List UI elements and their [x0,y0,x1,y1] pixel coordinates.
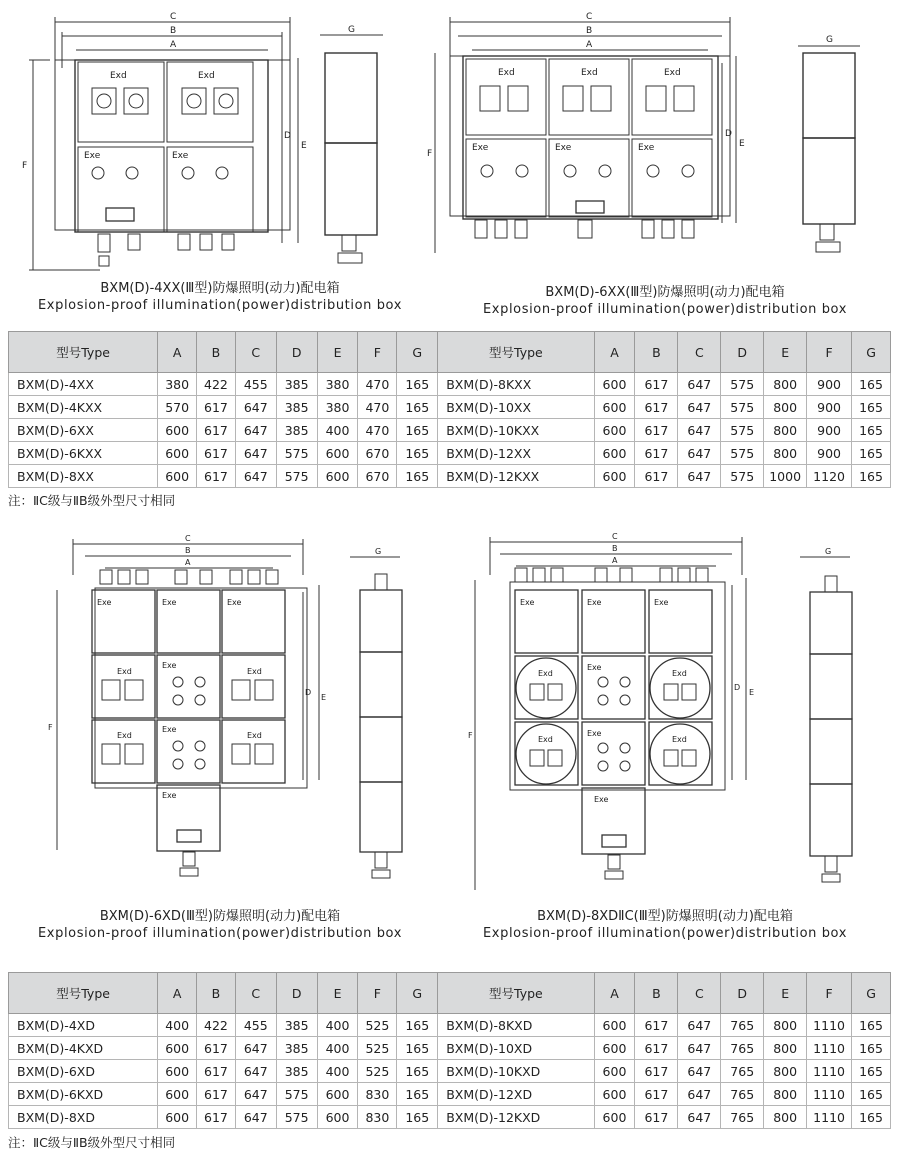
table-cell: 600 [594,1037,635,1060]
table-cell: 165 [397,1083,438,1106]
column-header: E [764,973,807,1014]
table-cell: 600 [317,465,358,488]
table-header-row [9,973,891,1014]
table-cell: 647 [235,419,276,442]
table-cell: 422 [197,1014,236,1037]
caption-top-right [450,284,880,318]
table-cell: BXM(D)-6XD [9,1060,158,1083]
module-label-exe: Exe [654,598,669,607]
module-label-exd: Exd [672,735,687,744]
column-header: F [807,973,852,1014]
module-label-exd: Exd [117,667,132,676]
table-header-row [9,332,891,373]
table-cell: 617 [197,1037,236,1060]
table-cell: BXM(D)-10KXD [438,1060,594,1083]
table-cell: BXM(D)-6XX [9,419,158,442]
table-cell: 385 [276,396,317,419]
table-cell: 617 [197,1060,236,1083]
dim-label-g: G [825,547,832,556]
module-label-exe: Exe [587,729,602,738]
table-cell: 575 [721,442,764,465]
column-header: F [807,332,852,373]
module-label-exe: Exe [587,598,602,607]
table-row [9,373,891,396]
table-cell: 830 [358,1106,397,1129]
module-label-exd: Exd [117,731,132,740]
table-cell: 525 [358,1014,397,1037]
table-cell: 617 [197,1083,236,1106]
column-header: C [678,332,721,373]
table-cell: 400 [317,1014,358,1037]
table-cell: 600 [158,465,197,488]
table-row [9,1014,891,1037]
table-cell: BXM(D)-8KXX [438,373,594,396]
table-cell: 575 [276,1106,317,1129]
dim-label-e: E [739,139,745,149]
table-cell: 400 [317,1037,358,1060]
table-cell: 647 [678,1060,721,1083]
table-cell: 765 [721,1106,764,1129]
table-cell: 617 [197,419,236,442]
column-header: A [594,973,635,1014]
table-cell: 600 [594,373,635,396]
table-cell: 900 [807,419,852,442]
table-cell: 165 [852,1037,891,1060]
column-header: 型号Type [9,973,158,1014]
dim-label-d: D [734,683,741,692]
table-cell: 165 [397,1106,438,1129]
table-cell: 617 [635,373,678,396]
caption-en: Explosion-proof illumination(power)distribution box [37,298,403,313]
table-cell: 800 [764,1083,807,1106]
caption-bottom-right [450,908,880,942]
table-cell: 600 [158,1037,197,1060]
table-cell: 600 [158,1060,197,1083]
dim-label-f: F [22,161,28,171]
table-cell: 385 [276,1037,317,1060]
module-label-exe: Exe [162,661,177,670]
module-label-exd: Exd [247,667,262,676]
table-cell: 765 [721,1083,764,1106]
module-label-exe: Exe [97,598,112,607]
table-cell: 600 [158,1106,197,1129]
table-cell: 800 [764,1106,807,1129]
table-cell: BXM(D)-8XD [9,1106,158,1129]
dim-label-c: C [170,12,177,22]
table-cell: 600 [594,396,635,419]
table-row [9,1037,891,1060]
module-label-exe: Exe [520,598,535,607]
table-cell: 400 [158,1014,197,1037]
table-cell: 617 [635,1106,678,1129]
dim-label-d: D [725,129,732,139]
column-header: E [764,332,807,373]
table-cell: 575 [721,465,764,488]
table-cell: 670 [358,442,397,465]
table-cell: 165 [852,1060,891,1083]
table-cell: 165 [852,1083,891,1106]
table-cell: 800 [764,442,807,465]
dim-label-a: A [170,40,177,50]
module-label-exe: Exe [587,663,602,672]
table-cell: 575 [721,373,764,396]
table-cell: 600 [594,1106,635,1129]
table-cell: 165 [397,1037,438,1060]
table-cell: 617 [635,442,678,465]
table-cell: 575 [276,442,317,465]
table-cell: 647 [235,465,276,488]
column-header: C [235,332,276,373]
table-row [9,1060,891,1083]
table-cell: 617 [635,396,678,419]
table-cell: 165 [852,396,891,419]
table-cell: 575 [276,465,317,488]
table-cell: 670 [358,465,397,488]
table-cell: 900 [807,442,852,465]
table-row [9,1083,891,1106]
column-header: F [358,973,397,1014]
table-cell: 617 [635,419,678,442]
table-cell: 600 [594,1060,635,1083]
caption-bottom-left [20,908,420,942]
dim-label-b: B [170,26,177,36]
table-cell: 600 [594,442,635,465]
caption-en: Explosion-proof illumination(power)distribution box [37,926,403,941]
table-cell: 600 [317,442,358,465]
table-cell: 647 [235,1083,276,1106]
module-label-exd: Exd [538,669,553,678]
table-cell: 617 [635,1083,678,1106]
table-cell: 165 [852,373,891,396]
column-header: G [397,973,438,1014]
table-cell: BXM(D)-12KXD [438,1106,594,1129]
table-cell: 380 [158,373,197,396]
module-label-exe: Exe [472,143,489,153]
table-cell: 647 [235,396,276,419]
column-header: G [852,973,891,1014]
table-cell: 1110 [807,1014,852,1037]
column-header: A [158,332,197,373]
column-header: C [678,973,721,1014]
table-cell: 385 [276,419,317,442]
table-cell: BXM(D)-6KXD [9,1083,158,1106]
table-cell: 765 [721,1060,764,1083]
table-cell: 617 [197,442,236,465]
column-header: B [197,332,236,373]
table-cell: 765 [721,1037,764,1060]
column-header: B [635,973,678,1014]
table-cell: 617 [197,1106,236,1129]
diagram-bottom-left [45,530,435,900]
table-cell: 400 [317,1060,358,1083]
module-label-exe: Exe [162,725,177,734]
module-label-exd: Exd [581,68,598,78]
table-cell: BXM(D)-12XX [438,442,594,465]
table-cell: 1110 [807,1083,852,1106]
diagram-bottom-right [470,530,880,900]
table-cell: BXM(D)-12KXX [438,465,594,488]
table-cell: 800 [764,1037,807,1060]
table-cell: 600 [594,419,635,442]
module-label-exe: Exe [638,143,655,153]
table-cell: 165 [852,419,891,442]
module-label-exe: Exe [227,598,242,607]
table-row [9,419,891,442]
dim-label-c: C [185,534,191,543]
table-cell: BXM(D)-4XD [9,1014,158,1037]
note-1: 注：ⅡC级与ⅡB级外型尺寸相同 [8,493,176,508]
module-label-exe: Exe [162,598,177,607]
table-cell: 400 [317,419,358,442]
table-cell: 165 [397,465,438,488]
table-cell: BXM(D)-4KXD [9,1037,158,1060]
caption-cn: BXM(D)-6XD(Ⅲ型)防爆照明(动力)配电箱 [99,909,341,924]
table-cell: 647 [678,396,721,419]
table-cell: 600 [594,1083,635,1106]
table-cell: BXM(D)-10XX [438,396,594,419]
table-cell: 570 [158,396,197,419]
table-cell: 525 [358,1060,397,1083]
column-header: G [397,332,438,373]
table-cell: 600 [594,465,635,488]
diagram-top-right [427,8,890,278]
table-cell: 617 [635,1014,678,1037]
column-header: A [158,973,197,1014]
table-cell: 830 [358,1083,397,1106]
module-label-exe: Exe [162,791,177,800]
table-cell: 617 [197,396,236,419]
dim-label-b: B [185,546,191,555]
dim-label-c: C [612,532,618,541]
table-cell: 470 [358,373,397,396]
table-cell: BXM(D)-8XX [9,465,158,488]
table-cell: BXM(D)-4KXX [9,396,158,419]
column-header: D [721,332,764,373]
table-cell: BXM(D)-8KXD [438,1014,594,1037]
dim-label-f: F [468,731,473,740]
caption-cn: BXM(D)-4XX(Ⅲ型)防爆照明(动力)配电箱 [100,281,340,296]
table-cell: 647 [235,1060,276,1083]
column-header: E [317,973,358,1014]
table-cell: BXM(D)-10XD [438,1037,594,1060]
column-header: D [276,332,317,373]
table-cell: 380 [317,373,358,396]
dim-label-d: D [284,131,291,141]
table-cell: 165 [852,1106,891,1129]
table-cell: 1120 [807,465,852,488]
module-label-exd: Exd [498,68,515,78]
table-cell: 165 [397,1060,438,1083]
table-cell: 617 [635,1060,678,1083]
dim-label-f: F [48,723,53,732]
column-header: F [358,332,397,373]
column-header: G [852,332,891,373]
column-header: E [317,332,358,373]
dim-label-a: A [612,556,618,565]
table-cell: 385 [276,373,317,396]
column-header: 型号Type [438,332,594,373]
table-cell: 575 [721,419,764,442]
table-cell: 1000 [764,465,807,488]
table-cell: 647 [678,373,721,396]
table-cell: 647 [235,442,276,465]
table-cell: 647 [235,1037,276,1060]
table-cell: 900 [807,396,852,419]
table-cell: 600 [158,1083,197,1106]
module-label-exe: Exe [84,151,101,161]
module-label-exe: Exe [555,143,572,153]
module-label-exd: Exd [672,669,687,678]
table-cell: 380 [317,396,358,419]
column-header: B [635,332,678,373]
column-header: 型号Type [9,332,158,373]
table-cell: BXM(D)-4XX [9,373,158,396]
table-row [9,396,891,419]
column-header: D [276,973,317,1014]
table-row [9,465,891,488]
table-cell: 600 [594,1014,635,1037]
table-cell: 385 [276,1060,317,1083]
column-header: 型号Type [438,973,594,1014]
dim-label-a: A [185,558,191,567]
table-row [9,1106,891,1129]
module-label-exd: Exd [198,71,215,81]
table-cell: 1110 [807,1060,852,1083]
column-header: D [721,973,764,1014]
table-cell: 165 [852,465,891,488]
table-cell: 647 [678,1106,721,1129]
dim-label-g: G [826,35,833,45]
table-cell: 165 [397,1014,438,1037]
dim-label-e: E [321,693,327,702]
spec-table-2 [8,972,891,1129]
table-cell: 617 [197,465,236,488]
table-cell: 800 [764,419,807,442]
table-row [9,442,891,465]
dim-label-e: E [301,141,307,151]
table-cell: 165 [397,442,438,465]
diagram-top-left [20,8,420,278]
table-cell: 600 [158,442,197,465]
table-cell: 525 [358,1037,397,1060]
table-cell: 600 [317,1106,358,1129]
table-cell: 165 [397,396,438,419]
dim-label-g: G [348,25,355,35]
module-label-exe: Exe [594,795,609,804]
dim-label-b: B [612,544,618,553]
caption-cn: BXM(D)-6XX(Ⅲ型)防爆照明(动力)配电箱 [545,285,785,300]
table-cell: 385 [276,1014,317,1037]
module-label-exd: Exd [664,68,681,78]
dim-label-e: E [749,688,755,697]
table-cell: 165 [852,1014,891,1037]
table-cell: 800 [764,1014,807,1037]
table-cell: 600 [158,419,197,442]
table-cell: 165 [852,442,891,465]
spec-table-1 [8,331,891,488]
table-cell: 165 [397,373,438,396]
table-cell: 647 [678,1083,721,1106]
table-cell: 617 [635,1037,678,1060]
table-cell: 600 [317,1083,358,1106]
table-cell: 647 [678,1037,721,1060]
dim-label-d: D [305,688,312,697]
module-label-exd: Exd [110,71,127,81]
table-cell: 422 [197,373,236,396]
table-cell: 647 [235,1106,276,1129]
caption-top-left [20,280,420,314]
module-label-exe: Exe [172,151,189,161]
module-label-exd: Exd [247,731,262,740]
column-header: C [235,973,276,1014]
table-cell: 470 [358,396,397,419]
table-cell: BXM(D)-10KXX [438,419,594,442]
table-cell: 800 [764,1060,807,1083]
caption-cn: BXM(D)-8XDⅡC(Ⅲ型)防爆照明(动力)配电箱 [537,909,793,924]
table-cell: 455 [235,373,276,396]
table-cell: 165 [397,419,438,442]
dim-label-b: B [586,26,593,36]
table-cell: 800 [764,373,807,396]
table-cell: 575 [276,1083,317,1106]
dim-label-a: A [586,40,593,50]
dim-label-g: G [375,547,382,556]
table-cell: 575 [721,396,764,419]
table-cell: 647 [678,465,721,488]
note-2: 注：ⅡC级与ⅡB级外型尺寸相同 [8,1135,176,1150]
table-cell: 647 [678,442,721,465]
caption-en: Explosion-proof illumination(power)distribution box [482,926,848,941]
table-cell: 470 [358,419,397,442]
table-cell: 455 [235,1014,276,1037]
table-cell: 900 [807,373,852,396]
column-header: B [197,973,236,1014]
table-cell: BXM(D)-6KXX [9,442,158,465]
table-cell: 617 [635,465,678,488]
table-cell: 765 [721,1014,764,1037]
table-cell: 1110 [807,1106,852,1129]
table-cell: 800 [764,396,807,419]
column-header: A [594,332,635,373]
dim-label-f: F [427,149,433,159]
table-cell: 647 [678,419,721,442]
table-cell: 647 [678,1014,721,1037]
table-cell: BXM(D)-12XD [438,1083,594,1106]
table-cell: 1110 [807,1037,852,1060]
module-label-exd: Exd [538,735,553,744]
caption-en: Explosion-proof illumination(power)distribution box [482,302,848,317]
dim-label-c: C [586,12,593,22]
